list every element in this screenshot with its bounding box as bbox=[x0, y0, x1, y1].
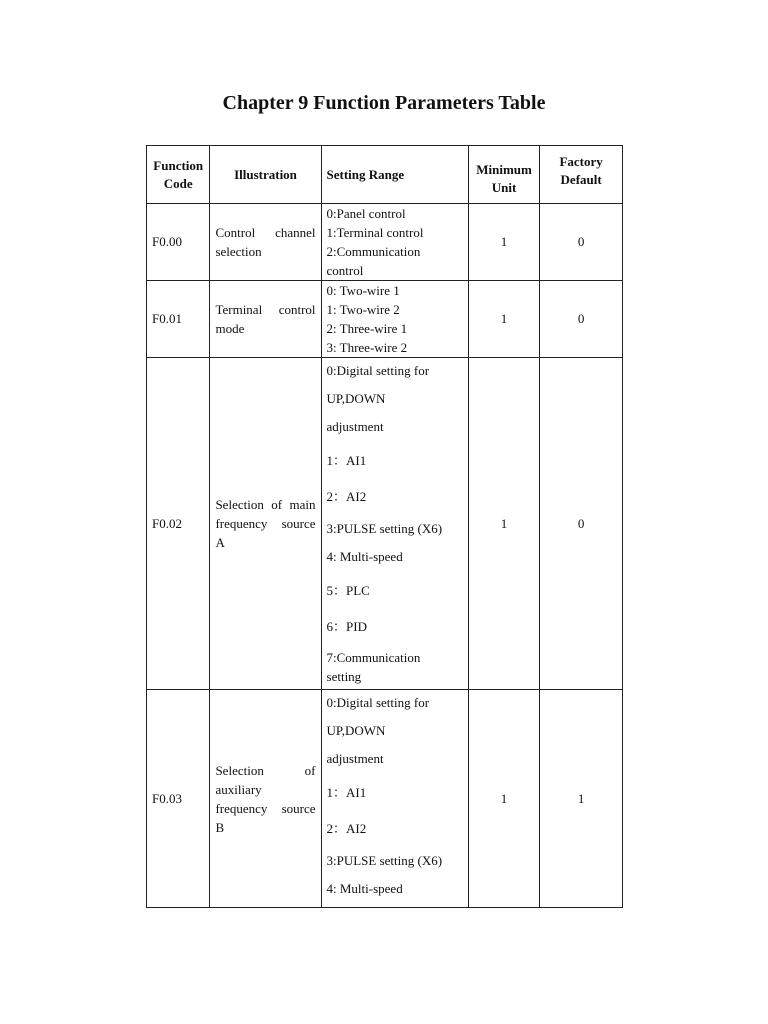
setting-range-line: 0:Digital setting for bbox=[326, 363, 430, 378]
illustration-cell: Control channel selection bbox=[210, 204, 321, 281]
function-code-cell: F0.00 bbox=[147, 204, 210, 281]
header-minimum-unit bbox=[468, 146, 539, 204]
setting-range-line: setting bbox=[326, 669, 362, 684]
illustration-cell: Selection of main frequency source A bbox=[210, 358, 321, 690]
parameters-table bbox=[146, 145, 623, 908]
setting-range-cell bbox=[321, 690, 468, 908]
setting-range-line: 3:PULSE setting (X6) bbox=[326, 521, 443, 536]
function-code-cell: F0.01 bbox=[147, 281, 210, 358]
header-factory-default-line-2: Default bbox=[560, 171, 602, 187]
minimum-unit-cell: 1 bbox=[468, 281, 539, 358]
header-function-code-line-2: Code bbox=[163, 175, 193, 191]
header-row bbox=[147, 146, 623, 204]
setting-range-line: UP,DOWN bbox=[326, 391, 386, 406]
function-code-cell: F0.03 bbox=[147, 690, 210, 908]
setting-range-line: 1:Terminal control bbox=[326, 225, 424, 240]
setting-range-line: 3: Three-wire 2 bbox=[326, 340, 408, 355]
setting-range-line: 2: Three-wire 1 bbox=[326, 321, 408, 336]
setting-range-line: 0:Digital setting for bbox=[326, 695, 430, 710]
table-row bbox=[147, 204, 623, 281]
factory-default-cell: 0 bbox=[540, 204, 623, 281]
setting-range-cell bbox=[321, 281, 468, 358]
function-code-cell: F0.02 bbox=[147, 358, 210, 690]
setting-range-line: 2：AI2 bbox=[326, 489, 367, 504]
setting-range-line: 0:Panel control bbox=[326, 206, 406, 221]
setting-range-line: 2：AI2 bbox=[326, 821, 367, 836]
setting-range-line: UP,DOWN bbox=[326, 723, 386, 738]
illustration-cell: Terminal control mode bbox=[210, 281, 321, 358]
minimum-unit-cell: 1 bbox=[468, 204, 539, 281]
header-minimum-unit-line-1: Minimum bbox=[476, 161, 532, 177]
setting-range-line: 5：PLC bbox=[326, 583, 370, 598]
header-illustration: Illustration bbox=[210, 146, 321, 204]
table-row bbox=[147, 281, 623, 358]
setting-range-line: control bbox=[326, 263, 364, 278]
setting-range-line: adjustment bbox=[326, 419, 384, 434]
setting-range-line: 3:PULSE setting (X6) bbox=[326, 853, 443, 868]
setting-range-line: adjustment bbox=[326, 751, 384, 766]
header-setting-range: Setting Range bbox=[321, 146, 468, 204]
table-row bbox=[147, 358, 623, 690]
setting-range-line: 4: Multi-speed bbox=[326, 549, 403, 564]
factory-default-cell: 0 bbox=[540, 358, 623, 690]
setting-range-line: 6：PID bbox=[326, 619, 367, 634]
setting-range-cell bbox=[321, 358, 468, 690]
setting-range-line: 7:Communication bbox=[326, 650, 421, 665]
header-factory-default bbox=[540, 146, 623, 204]
header-function-code bbox=[147, 146, 210, 204]
factory-default-cell: 1 bbox=[540, 690, 623, 908]
setting-range-line: 0: Two-wire 1 bbox=[326, 283, 400, 298]
setting-range-cell bbox=[321, 204, 468, 281]
illustration-cell: Selection of auxiliary frequency source B bbox=[210, 690, 321, 908]
factory-default-cell: 0 bbox=[540, 281, 623, 358]
table-row bbox=[147, 690, 623, 908]
header-minimum-unit-line-2: Unit bbox=[491, 179, 517, 195]
minimum-unit-cell: 1 bbox=[468, 690, 539, 908]
setting-range-line: 1：AI1 bbox=[326, 453, 367, 468]
setting-range-line: 1：AI1 bbox=[326, 785, 367, 800]
page-title: Chapter 9 Function Parameters Table bbox=[222, 92, 546, 114]
setting-range-line: 2:Communication bbox=[326, 244, 421, 259]
minimum-unit-cell: 1 bbox=[468, 358, 539, 690]
header-function-code-line-1: Function bbox=[153, 157, 204, 173]
setting-range-line: 1: Two-wire 2 bbox=[326, 302, 400, 317]
header-factory-default-line-1: Factory bbox=[559, 153, 603, 169]
setting-range-line: 4: Multi-speed bbox=[326, 881, 403, 896]
